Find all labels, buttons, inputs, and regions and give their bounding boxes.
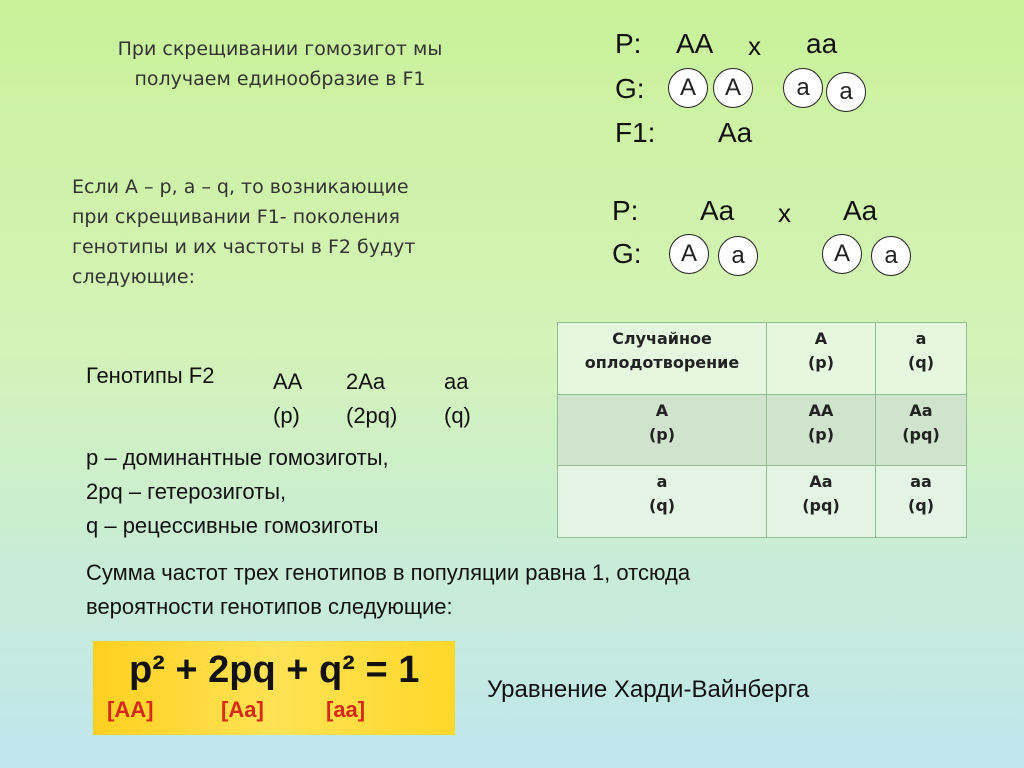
genotypes-label: Генотипы F2	[86, 363, 215, 388]
cross1-f1-value: Aa	[718, 117, 753, 148]
cross1-p-label: P:	[615, 28, 642, 59]
gamete-circle: a	[783, 68, 823, 108]
equation-sub-aa: [AA]	[107, 697, 154, 722]
cross1-parent-left: AA	[676, 28, 714, 59]
sum-text: Сумма частот трех генотипов в популяции равна 1, отсюда вероятности генотипов следующие:	[86, 560, 691, 619]
cross1-parent-right: aa	[806, 28, 838, 59]
table-row	[558, 466, 967, 538]
table-cell: AA (p)	[767, 394, 876, 466]
genotype-aa-dominant: AA	[273, 369, 303, 394]
punnett-table	[557, 322, 967, 538]
hardy-weinberg-equation-box	[93, 641, 455, 735]
cross2-x: x	[778, 198, 791, 228]
genotype-heterozygote: 2Aa	[346, 369, 386, 394]
gamete-circle: a	[826, 72, 866, 112]
gamete-circle: A	[713, 68, 753, 108]
table-cell: Случайное оплодотворение	[558, 323, 767, 395]
genotype-aa-recessive-freq: (q)	[444, 403, 471, 428]
cross1-x: x	[748, 31, 761, 61]
genotype-aa-dominant-freq: (p)	[273, 403, 300, 428]
equation-sub-aa-rec: [aa]	[326, 697, 366, 722]
genotype-aa-recessive: aa	[444, 369, 469, 394]
gamete-circle: A	[822, 234, 862, 274]
cross1-g-label: G:	[615, 73, 645, 104]
table-cell: a (q)	[876, 323, 967, 395]
table-cell: A (p)	[767, 323, 876, 395]
cross2-p-label: P:	[612, 195, 639, 226]
gamete-circle: a	[718, 236, 758, 276]
equation-label: Уравнение Харди-Вайнберга	[487, 676, 810, 703]
cross2-parent-right: Aa	[843, 195, 878, 226]
explanation-text: Если А – р, а – q, то возникающие при скрещивании F1- поколения генотипы и их частоты в F2 будут следующие:	[72, 176, 416, 288]
gamete-circle: a	[871, 236, 911, 276]
cross1-f1-label: F1:	[615, 117, 656, 148]
table-cell: A (p)	[558, 394, 767, 466]
cross2-parent-left: Aa	[700, 195, 735, 226]
table-row	[558, 394, 967, 466]
table-cell: aa (q)	[876, 466, 967, 538]
equation-formula: p² + 2pq + q² = 1	[129, 649, 420, 691]
gamete-circle: A	[669, 234, 709, 274]
table-cell: Aa (pq)	[876, 394, 967, 466]
equation-sub-aa-het: [Aa]	[221, 697, 264, 722]
intro-text: При скрещивании гомозигот мы получаем единообразие в F1	[117, 38, 443, 90]
table-cell: Aa (pq)	[767, 466, 876, 538]
genotype-heterozygote-freq: (2pq)	[346, 403, 398, 428]
gamete-circle: A	[668, 68, 708, 108]
table-row	[558, 323, 967, 395]
cross2-g-label: G:	[612, 238, 642, 269]
genotype-definitions: p – доминантные гомозиготы, 2pq – гетерозиготы, q – рецессивные гомозиготы	[86, 445, 389, 538]
table-cell: a (q)	[558, 466, 767, 538]
